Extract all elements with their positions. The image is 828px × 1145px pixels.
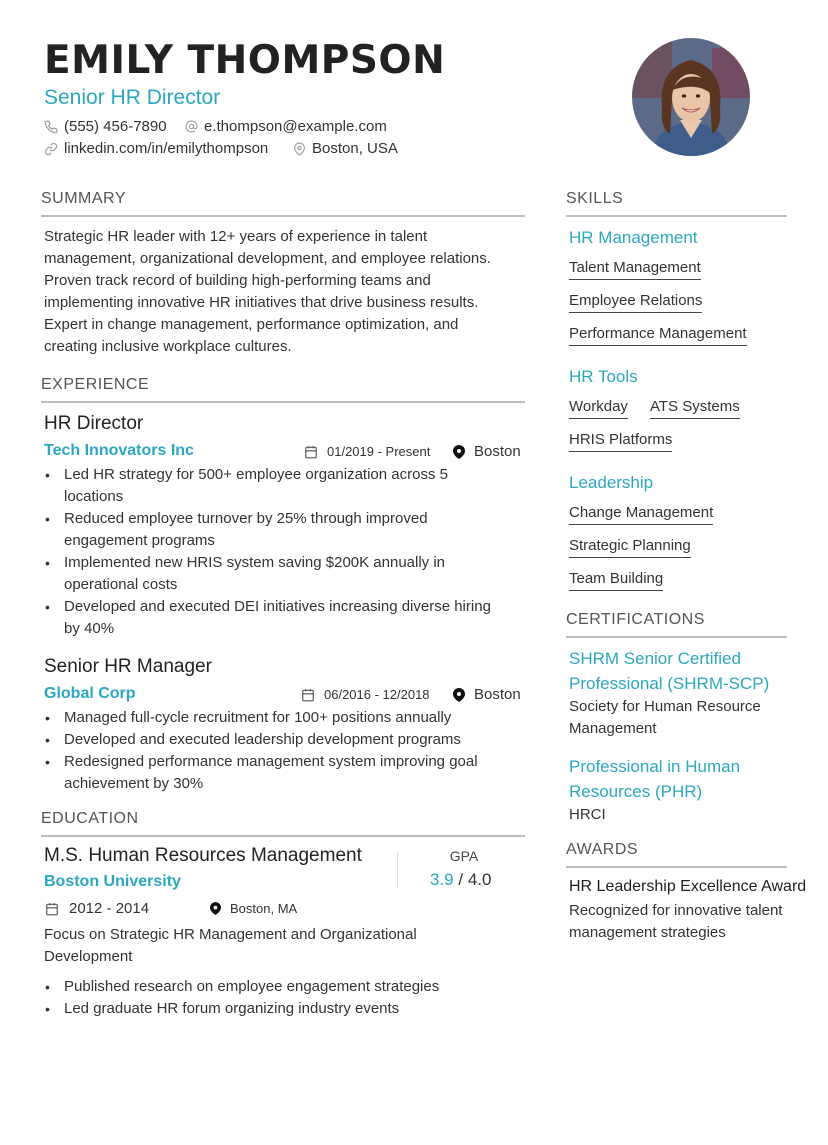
- issuer-line: HRCI: [569, 806, 606, 823]
- awards-heading: AWARDS: [566, 841, 639, 858]
- certification-name: [569, 754, 740, 804]
- education-location-text: Boston, MA: [230, 901, 298, 916]
- cert-line: SHRM Senior Certified: [569, 649, 741, 668]
- certifications-divider: [566, 636, 787, 638]
- link-icon: [44, 142, 58, 156]
- awards-divider: [566, 866, 787, 868]
- phone-icon: [44, 120, 58, 134]
- calendar-icon: [301, 688, 315, 702]
- job-bullets: [44, 464, 524, 640]
- job-dates: [301, 687, 430, 702]
- summary-line: Proven track record of building high-performing teams and: [44, 272, 431, 289]
- phone-contact: [44, 118, 167, 135]
- award-line: management strategies: [569, 924, 726, 941]
- skill-tag: Employee Relations: [569, 292, 702, 313]
- list-item: • Redesigned performance management system improving goal achievement by 30%: [44, 751, 524, 795]
- skill-category: HR Management: [569, 228, 698, 247]
- certification-name: [569, 646, 769, 696]
- list-item: • Developed and executed leadership development programs: [44, 729, 524, 751]
- award-description: [569, 900, 782, 944]
- education-bullets: [44, 976, 524, 1020]
- linkedin-text[interactable]: linkedin.com/in/emilythompson: [64, 140, 269, 157]
- calendar-icon: [45, 902, 59, 916]
- skill-tag: ATS Systems: [650, 398, 740, 419]
- summary-divider: [41, 215, 525, 217]
- degree-title: M.S. Human Resources Management: [44, 845, 362, 866]
- skills-divider: [566, 215, 787, 217]
- at-icon: [185, 120, 198, 133]
- skill-tag: Workday: [569, 398, 628, 419]
- summary-line: Expert in change management, performance optimization, and: [44, 316, 459, 333]
- job-dates-text: 06/2016 - 12/2018: [324, 687, 430, 702]
- education-dates-text: 2012 - 2014: [69, 900, 150, 917]
- school-name: Boston University: [44, 873, 181, 890]
- list-item: • Led graduate HR forum organizing industry events: [44, 998, 524, 1020]
- company-name: Tech Innovators Inc: [44, 442, 194, 459]
- gpa-value: 3.9: [430, 870, 454, 889]
- phone-text[interactable]: (555) 456-7890: [64, 118, 167, 135]
- job-dates-text: 01/2019 - Present: [327, 444, 431, 459]
- gpa-score: [430, 870, 491, 890]
- company-name: Global Corp: [44, 685, 136, 702]
- certification-issuer: [569, 696, 761, 740]
- list-item: • Reduced employee turnover by 25% through improved engagement programs: [44, 508, 524, 552]
- summary-line: Strategic HR leader with 12+ years of experience in talent: [44, 228, 428, 245]
- gpa-divider: [397, 852, 398, 888]
- calendar-icon: [304, 445, 318, 459]
- summary-text: [44, 226, 524, 358]
- issuer-line: Management: [569, 720, 657, 737]
- gpa-label: GPA: [449, 848, 479, 864]
- skill-tag: HRIS Platforms: [569, 431, 672, 452]
- job-title: HR Director: [44, 413, 144, 434]
- list-item: • Developed and executed DEI initiatives increasing diverse hiring by 40%: [44, 596, 524, 640]
- summary-line: creating inclusive workplace cultures.: [44, 338, 292, 355]
- linkedin-contact: [44, 140, 268, 157]
- cert-line: Resources (PHR): [569, 782, 703, 801]
- job-title-headline: Senior HR Director: [44, 86, 221, 109]
- certification-issuer: [569, 804, 606, 826]
- summary-line: implementing innovative HR initiatives that drive business results.: [44, 294, 479, 311]
- award-line: Recognized for innovative talent: [569, 902, 783, 919]
- experience-divider: [41, 401, 525, 403]
- summary-heading: SUMMARY: [41, 190, 126, 207]
- gpa-separator: /: [453, 870, 468, 889]
- list-item: • Led HR strategy for 500+ employee organization across 5 locations: [44, 464, 524, 508]
- job-title: Senior HR Manager: [44, 656, 212, 677]
- skill-tag: Performance Management: [569, 325, 747, 346]
- avatar: [632, 38, 750, 156]
- location-contact: [293, 140, 398, 157]
- candidate-name: EMILY THOMPSON: [44, 38, 446, 83]
- location-text: Boston, USA: [312, 140, 398, 157]
- map-pin-icon: [293, 142, 306, 156]
- skill-tag: Talent Management: [569, 259, 701, 280]
- job-location: [453, 443, 521, 460]
- email-contact: [185, 118, 387, 135]
- focus-line: Focus on Strategic HR Management and Organizational: [44, 926, 417, 943]
- education-focus: [44, 924, 524, 968]
- skill-tag: Change Management: [569, 504, 713, 525]
- education-dates: [45, 900, 149, 917]
- list-item: • Published research on employee engagement strategies: [44, 976, 524, 998]
- map-pin-icon: [453, 688, 465, 702]
- certifications-heading: CERTIFICATIONS: [566, 611, 705, 628]
- skill-tag: Strategic Planning: [569, 537, 691, 558]
- job-location-text: Boston: [474, 443, 521, 460]
- job-location-text: Boston: [474, 686, 521, 703]
- map-pin-icon: [453, 445, 465, 459]
- gpa-max: 4.0: [467, 870, 492, 889]
- focus-line: Development: [44, 948, 133, 965]
- job-dates: [304, 444, 430, 459]
- skill-category: HR Tools: [569, 367, 638, 386]
- map-pin-icon: [210, 902, 221, 915]
- list-item: • Managed full-cycle recruitment for 100+ positions annually: [44, 707, 524, 729]
- email-text[interactable]: e.thompson@example.com: [204, 118, 387, 135]
- summary-line: management, organizational development, and employee relations.: [44, 250, 491, 267]
- education-location: [210, 901, 297, 916]
- skill-tag: Team Building: [569, 570, 663, 591]
- issuer-line: Society for Human Resource: [569, 698, 761, 715]
- experience-heading: EXPERIENCE: [41, 376, 150, 393]
- education-divider: [41, 835, 525, 837]
- cert-line: Professional (SHRM-SCP): [569, 674, 770, 693]
- job-location: [453, 686, 521, 703]
- list-item: • Implemented new HRIS system saving $200K annually in operational costs: [44, 552, 524, 596]
- job-bullets: [44, 707, 524, 795]
- cert-line: Professional in Human: [569, 757, 741, 776]
- award-title: HR Leadership Excellence Award: [569, 878, 807, 895]
- skill-category: Leadership: [569, 473, 654, 492]
- skills-heading: SKILLS: [566, 190, 624, 207]
- education-heading: EDUCATION: [41, 810, 139, 827]
